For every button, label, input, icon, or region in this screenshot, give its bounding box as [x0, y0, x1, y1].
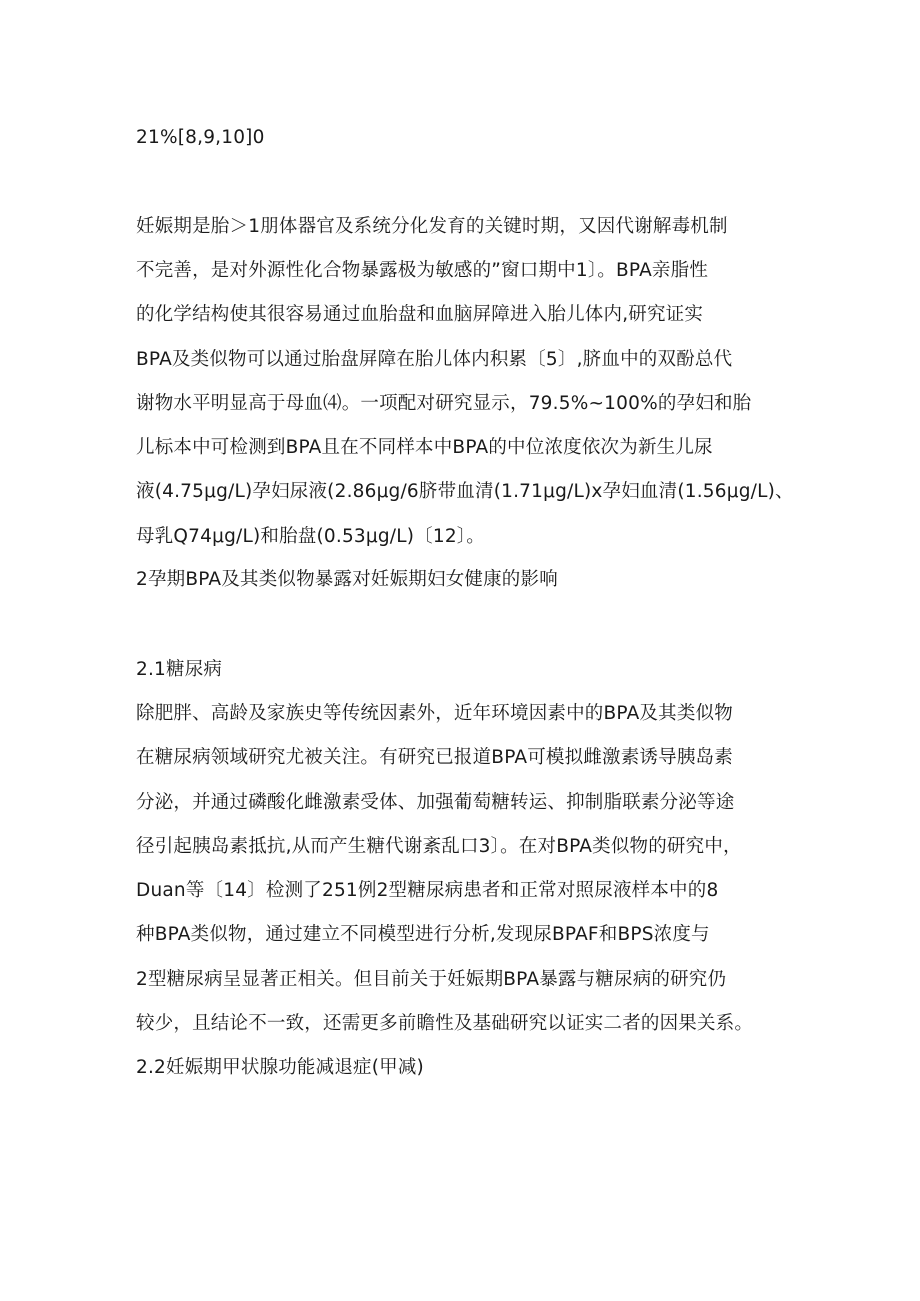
- paragraph-line: 除肥胖、高龄及家族史等传统因素外，近年环境因素中的BPA及其类似物: [136, 703, 733, 724]
- paragraph-line: BPA及类似物可以通过胎盘屏障在胎儿体内积累〔5〕,脐血中的双酚总代: [136, 349, 733, 370]
- section-heading-2-1: 2.1糖尿病: [136, 659, 223, 680]
- paragraph-line: 液(4.75μg∕L)孕妇尿液(2.86μg∕6脐带血清(1.71μg∕L)x孕妇血清(1.56μg/L)、: [136, 481, 794, 502]
- paragraph-line: 不完善，是对外源性化合物暴露极为敏感的”窗口期中1〕。BPA亲脂性: [136, 260, 709, 281]
- paragraph-line: 儿标本中可检测到BPA且在不同样本中BPA的中位浓度依次为新生儿尿: [136, 437, 713, 458]
- section-heading-2-2: 2.2妊娠期甲状腺功能减退症(甲减): [136, 1057, 424, 1078]
- paragraph-line: 的化学结构使其很容易通过血胎盘和血脑屏障进入胎儿体内,研究证实: [136, 304, 704, 325]
- text-fragment: 21%[8,9,10]0: [136, 127, 265, 148]
- paragraph-line: 母乳Q74μg∕L)和胎盘(0.53μg∕L)〔12〕。: [136, 526, 485, 547]
- paragraph-line: 径引起胰岛素抵抗,从而产生糖代谢紊乱口3〕。在对BPA类似物的研究中，: [136, 836, 742, 857]
- paragraph-line: 较少，且结论不一致，还需更多前瞻性及基础研究以证实二者的因果关系。: [136, 1013, 754, 1034]
- section-heading-2: 2孕期BPA及其类似物暴露对妊娠期妇女健康的影响: [136, 569, 558, 590]
- paragraph-line: 妊娠期是胎＞1朋体器官及系统分化发育的关键时期，又因代谢解毒机制: [136, 216, 728, 237]
- paragraph-line: 种BPA类似物，通过建立不同模型进行分析,发现尿BPAF和BPS浓度与: [136, 924, 710, 945]
- paragraph-line: 2型糖尿病呈显著正相关。但目前关于妊娠期BPA暴露与糖尿病的研究仍: [136, 969, 727, 990]
- paragraph-line: 分泌，并通过磷酸化雌激素受体、加强葡萄糖转运、抑制脂联素分泌等途: [136, 792, 735, 813]
- paragraph-line: Duan等〔14〕检测了251例2型糖尿病患者和正常对照尿液样本中的8: [136, 880, 719, 901]
- paragraph-line: 谢物水平明显高于母血⑷。一项配对研究显示，79.5%~100%的孕妇和胎: [136, 393, 752, 414]
- paragraph-line: 在糖尿病领域研究尤被关注。有研究已报道BPA可模拟雌激素诱导胰岛素: [136, 747, 733, 768]
